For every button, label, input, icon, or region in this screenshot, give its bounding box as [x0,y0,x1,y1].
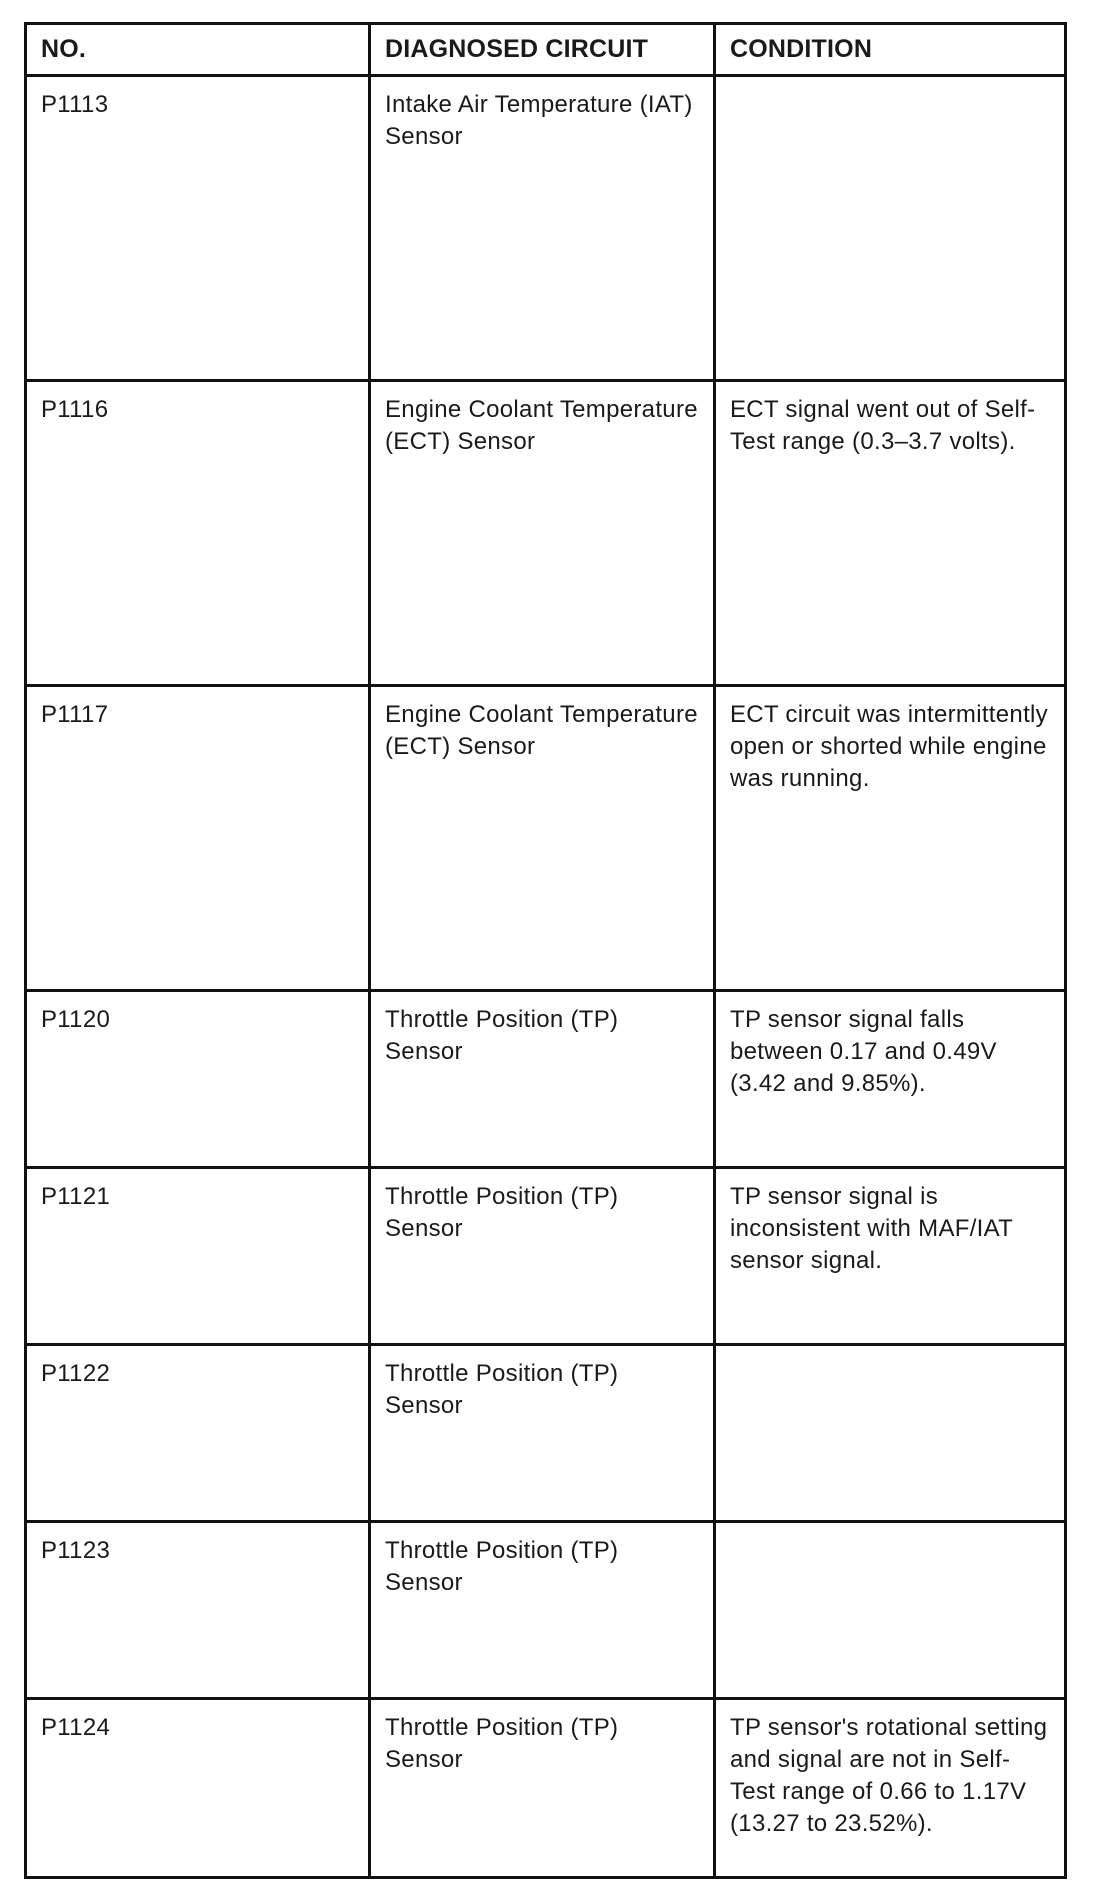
cell-code: P1124 [26,1699,370,1878]
cell-condition: ECT signal went out of Self-Test range (0.3–3.7 volts). [715,381,1066,686]
cell-condition [715,1522,1066,1699]
cell-code: P1117 [26,686,370,991]
cell-condition: TP sensor signal is inconsistent with MAF/IAT sensor signal. [715,1168,1066,1345]
cell-condition [715,76,1066,381]
header-no: NO. [26,24,370,76]
cell-code: P1121 [26,1168,370,1345]
cell-condition: ECT circuit was intermittently open or shorted while engine was running. [715,686,1066,991]
cell-circuit: Throttle Position (TP) Sensor [370,1168,715,1345]
table-row [26,991,1066,1168]
cell-circuit: Engine Coolant Temperature (ECT) Sensor [370,381,715,686]
cell-code: P1113 [26,76,370,381]
cell-code: P1122 [26,1345,370,1522]
table-row [26,1168,1066,1345]
cell-condition [715,1345,1066,1522]
table-row [26,686,1066,991]
cell-condition: TP sensor's rotational setting and signal are not in Self-Test range of 0.66 to 1.17V (13.27 to 23.52%). [715,1699,1066,1878]
table-row [26,381,1066,686]
cell-circuit: Engine Coolant Temperature (ECT) Sensor [370,686,715,991]
header-diagnosed-circuit: DIAGNOSED CIRCUIT [370,24,715,76]
cell-condition: TP sensor signal falls between 0.17 and 0.49V (3.42 and 9.85%). [715,991,1066,1168]
header-condition: CONDITION [715,24,1066,76]
cell-circuit: Throttle Position (TP) Sensor [370,991,715,1168]
table-row [26,1522,1066,1699]
diagnostic-code-table [24,22,1067,1879]
cell-code: P1120 [26,991,370,1168]
table-header-row [26,24,1066,76]
cell-circuit: Throttle Position (TP) Sensor [370,1345,715,1522]
cell-code: P1116 [26,381,370,686]
cell-circuit: Intake Air Temperature (IAT) Sensor [370,76,715,381]
table-row [26,76,1066,381]
table-row [26,1699,1066,1878]
table-row [26,1345,1066,1522]
cell-circuit: Throttle Position (TP) Sensor [370,1522,715,1699]
cell-circuit: Throttle Position (TP) Sensor [370,1699,715,1878]
cell-code: P1123 [26,1522,370,1699]
